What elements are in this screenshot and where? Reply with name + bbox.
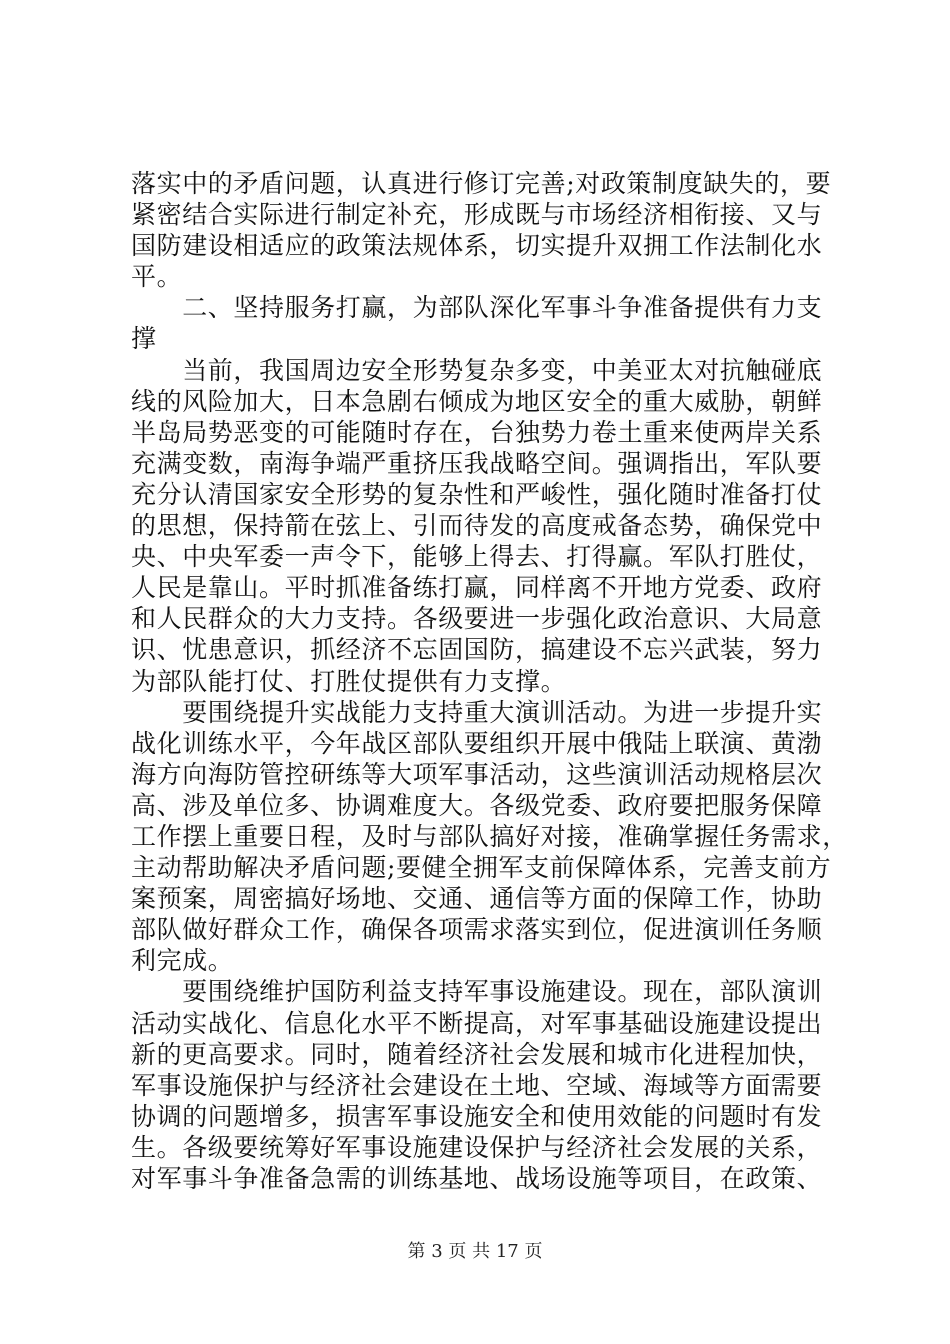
text-line: 撑 bbox=[131, 324, 157, 354]
text-line: 协调的问题增多，损害军事设施安全和使用效能的问题时有发 bbox=[131, 1101, 823, 1131]
text-line: 半岛局势恶变的可能随时存在，台独势力卷土重来使两岸关系 bbox=[131, 417, 823, 447]
text-line: 战化训练水平，今年战区部队要组织开展中俄陆上联演、黄渤 bbox=[131, 728, 823, 758]
text-line: 工作摆上重要日程，及时与部队搞好对接，准确掌握任务需求， bbox=[131, 821, 848, 851]
text-line: 部队做好群众工作，确保各项需求落实到位，促进演训任务顺 bbox=[131, 915, 823, 945]
text-line: 人民是靠山。平时抓准备练打赢，同样离不开地方党委、政府 bbox=[131, 573, 823, 603]
text-line: 识、忧患意识，抓经济不忘固国防，搞建设不忘兴武装，努力 bbox=[131, 635, 823, 665]
page-footer: 第 3 页 共 17 页 bbox=[407, 1241, 543, 1262]
text-line: 海方向海防管控研练等大项军事活动，这些演训活动规格层次 bbox=[131, 759, 823, 789]
text-line: 紧密结合实际进行制定补充，形成既与市场经济相衔接、又与 bbox=[131, 200, 823, 230]
text-line: 的思想，保持箭在弦上、引而待发的高度戒备态势，确保党中 bbox=[131, 511, 823, 541]
text-line: 和人民群众的大力支持。各级要进一步强化政治意识、大局意 bbox=[131, 604, 823, 634]
text-line: 军事设施保护与经济社会建设在土地、空域、海域等方面需要 bbox=[131, 1070, 823, 1100]
text-line: 利完成。 bbox=[131, 946, 234, 976]
text-line: 活动实战化、信息化水平不断提高，对军事基础设施建设提出 bbox=[131, 1008, 823, 1038]
body-text bbox=[131, 168, 848, 1194]
text-line: 国防建设相适应的政策法规体系，切实提升双拥工作法制化水 bbox=[131, 231, 823, 261]
text-line: 案预案，周密搞好场地、交通、通信等方面的保障工作，协助 bbox=[131, 884, 823, 914]
text-line: 线的风险加大，日本急剧右倾成为地区安全的重大威胁，朝鲜 bbox=[131, 386, 823, 416]
text-line: 新的更高要求。同时，随着经济社会发展和城市化进程加快， bbox=[131, 1039, 823, 1069]
text-line: 生。各级要统筹好军事设施建设保护与经济社会发展的关系， bbox=[131, 1132, 823, 1162]
text-line: 二、坚持服务打赢，为部队深化军事斗争准备提供有力支 bbox=[131, 293, 823, 323]
text-line: 央、中央军委一声令下，能够上得去、打得赢。军队打胜仗， bbox=[131, 542, 823, 572]
text-line: 充分认清国家安全形势的复杂性和严峻性，强化随时准备打仗 bbox=[131, 479, 823, 509]
text-line: 充满变数，南海争端严重挤压我战略空间。强调指出，军队要 bbox=[131, 448, 823, 478]
text-line: 高、涉及单位多、协调难度大。各级党委、政府要把服务保障 bbox=[131, 790, 823, 820]
text-line: 对军事斗争准备急需的训练基地、战场设施等项目，在政策、 bbox=[131, 1164, 823, 1193]
text-line: 要围绕维护国防利益支持军事设施建设。现在，部队演训 bbox=[131, 977, 823, 1007]
text-line: 当前，我国周边安全形势复杂多变，中美亚太对抗触碰底 bbox=[131, 355, 823, 385]
text-line: 为部队能打仗、打胜仗提供有力支撑。 bbox=[131, 666, 567, 696]
text-line: 要围绕提升实战能力支持重大演训活动。为进一步提升实 bbox=[131, 697, 823, 727]
text-line: 落实中的矛盾问题，认真进行修订完善;对政策制度缺失的，要 bbox=[131, 169, 832, 198]
text-line: 主动帮助解决矛盾问题;要健全拥军支前保障体系，完善支前方 bbox=[131, 853, 832, 883]
text-line: 平。 bbox=[131, 262, 183, 292]
